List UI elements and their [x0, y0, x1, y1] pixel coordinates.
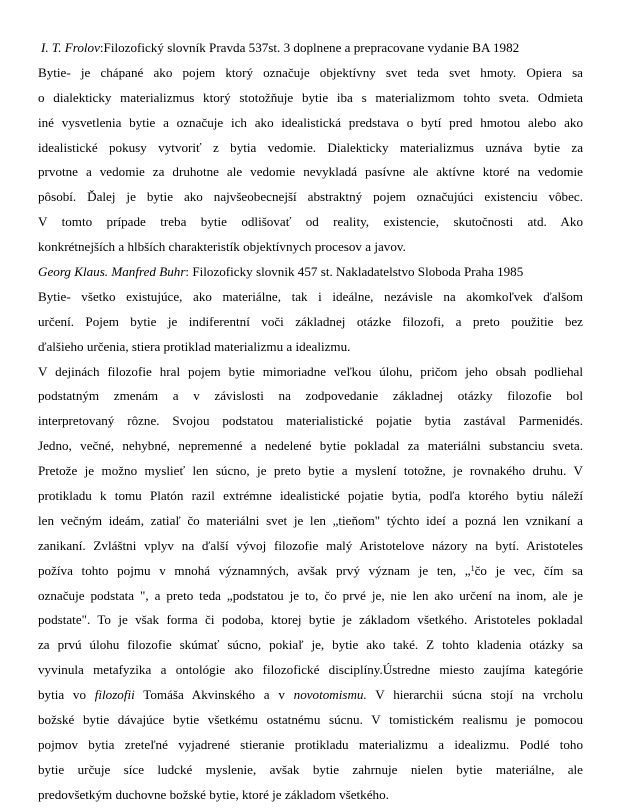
text-segment: V hierarchii súcna stojí na vrcholu: [366, 687, 583, 703]
source-title: :Filozofický slovník Pravda 537st. 3 doplnene a prepracovane vydanie BA 1982: [99, 40, 520, 55]
text-line: protikladu k tomu Platón razil extrémne idealistické pojatie bytia, podľa ktorého bytiu náleží: [38, 488, 583, 504]
source-citation-frolov: [38, 36, 583, 61]
text-line: idealistické pokusy vytvoriť z bytia vedomie. Dialekticky materializmus uznáva bytie za: [38, 139, 583, 155]
text-line: iné vysvetlenia bytie a označuje ich ako idealistická predstava o bytí pred hmotou alebo ako: [38, 114, 583, 130]
text-segment: filozofii: [94, 687, 135, 703]
text-line: len večným ideám, zatiaľ čo materiálni svet je len „tieňom" týchto ideí a pozná len vznikaní a: [38, 512, 583, 528]
source-author: I. T. Frolov: [41, 40, 100, 55]
text-line: podstatným zmenám a v závislosti na zodpovedanie základnej otázky filozofie bol: [38, 388, 583, 404]
source-citation-klaus: [38, 260, 583, 285]
text-line: bytie určuje síce ludcké myslenie, avšak bytie zahrnuje nielen bytie materiálne, ale: [38, 761, 583, 777]
text-line: pôsobí. Ďalej je bytie ako najvšeobecnejší abstraktný pojem označujúci existenciu vôbec.: [38, 189, 583, 205]
text-line: Bytie- všetko existujúce, ako materiálne, tak i ideálne, nezávisle na akomkoľvek ďalšom: [38, 288, 583, 304]
paragraph-history: [38, 360, 583, 808]
text-segment: bytia vo: [38, 687, 95, 703]
text-line: podstate". To je však forma či podoba, ktorej bytie je základom všetkého. Aristoteles pokladal: [38, 612, 583, 628]
text-line: [38, 559, 583, 584]
text-line: pojmov bytia zreteľné vyjadrené stieranie protikladu materializmu a idealizmu. Podlé toho: [38, 736, 583, 752]
text-line: vyvinula metafyzika a ontológie ako filozofické disciplíny.Ústredne miesto zaujíma kategórie: [38, 662, 583, 678]
paragraph-frolov-definition: [38, 61, 583, 260]
footnote-mark: 1: [470, 563, 475, 573]
text-line: označuje podstata ", a preto teda „podstatou je to, čo prvé je, nie len ako určení na inom, ale je: [38, 587, 583, 603]
text-line: Pretože je možno myslieť len súcno, je preto bytie a myslení totožne, je rovnakého druhu. V: [38, 463, 583, 479]
text-line: konkrétnejších a hlbších charakteristík objektívnych procesov a javov.: [38, 239, 406, 255]
text-line: [38, 683, 583, 708]
text-line: V dejinách filozofie hral pojem bytie mimoriadne veľkou úlohu, pričom jeho obsah podliehal: [38, 363, 583, 379]
text-line: Bytie- je chápané ako pojem ktorý označuje objektívny svet teda svet hmoty. Opiera sa: [38, 64, 583, 80]
document-page: [38, 36, 583, 808]
paragraph-klaus-definition: [38, 285, 583, 360]
source-title: : Filozoficky slovnik 457 st. Nakladatelstvo Sloboda Praha 1985: [185, 264, 524, 280]
text-line: za prvú úlohu filozofie skúmať súcno, pokiaľ je, bytie ako také. Z tohto kladenia otázky sa: [38, 637, 583, 653]
text-line: božské bytie dávajúce bytie všetkému ostatnému súcnu. V tomistickém realismu je pomocou: [38, 712, 583, 728]
text-line: zanikaní. Zvláštni vplyv na ďalší vývoj filozofie malý Aristotelove názory na bytí. Aristoteles: [38, 537, 583, 553]
text-line: určení. Pojem bytie je indiferentní voči základnej otázke filozofi, a preto použitie bez: [38, 313, 583, 329]
text-segment: požíva tohto pojmu v mnohá významných, avšak prvý význam je ten, „: [38, 562, 471, 578]
text-segment: Tomáša Akvinského a v: [134, 687, 294, 703]
text-line: o dialekticky materializmus ktorý stotožňuje bytie iba s materializmom tohto sveta. Odmieta: [38, 89, 583, 105]
text-segment: novotomismu.: [293, 687, 367, 703]
text-line: ďalšieho určenia, stiera protiklad materializmu a idealizmu.: [38, 338, 351, 354]
text-line: V tomto prípade treba bytie odlišovať od reality, existencie, skutočnosti atd. Ako: [38, 214, 583, 230]
text-segment: čo je vec, čím sa: [474, 562, 583, 578]
text-line: interpretovaný rôzne. Svojou podstatou materialistické pojatie bytia zastával Parmenidés.: [38, 413, 583, 429]
text-line: prvotne a vedomie za druhotne ale vedomie nevykladá pasívne ale aktívne ktoré na vedomie: [38, 164, 583, 180]
source-author: Georg Klaus. Manfred Buhr: [38, 264, 186, 280]
text-line: Jedno, večné, nehybné, nepremenné a nedelené bytie pokladal za materiálni substanciu sveta.: [38, 438, 583, 454]
text-line: predovšetkým duchovne božské bytie, ktoré je základom všetkého.: [38, 786, 389, 802]
